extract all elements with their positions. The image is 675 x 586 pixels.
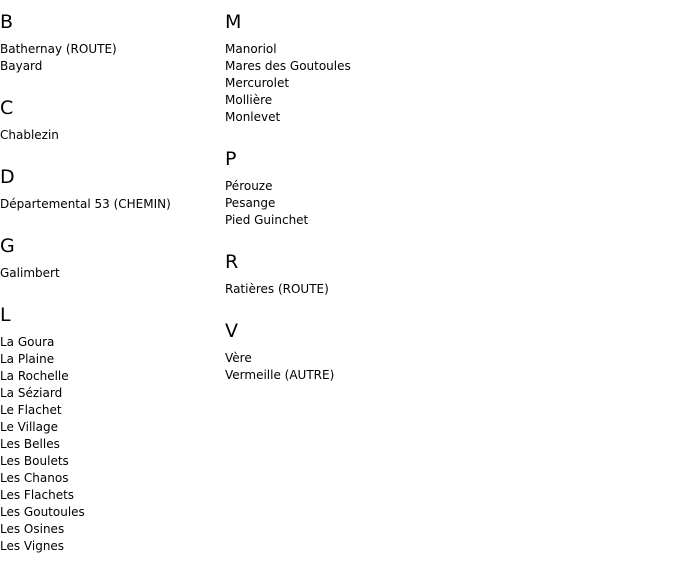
letter-group-g [0, 235, 220, 282]
street-name[interactable]: Les Chanos [0, 471, 69, 485]
street-name[interactable]: Les Boulets [0, 454, 69, 468]
letter-group-d [0, 166, 220, 213]
street-name[interactable]: Départemental 53 (CHEMIN) [0, 197, 171, 211]
letter-group-l [0, 304, 220, 555]
street-list [0, 127, 220, 144]
street-name[interactable]: Les Belles [0, 437, 60, 451]
street-name[interactable]: Manoriol [225, 42, 277, 56]
street-name[interactable]: Pérouze [225, 179, 273, 193]
street-name[interactable]: Les Osines [0, 522, 65, 536]
letter-group-p [225, 148, 445, 229]
street-name[interactable]: Bathernay (ROUTE) [0, 42, 117, 56]
street-list [225, 350, 445, 384]
street-name[interactable]: Vermeille (AUTRE) [225, 368, 335, 382]
street-index-column-left [0, 11, 220, 555]
street-index-column-right [225, 11, 445, 384]
street-name[interactable]: Pied Guinchet [225, 213, 309, 227]
street-name[interactable]: La Séziard [0, 386, 63, 400]
letter-group-b [0, 11, 220, 75]
letter-heading: M [225, 11, 242, 33]
street-name[interactable]: Les Goutoules [0, 505, 85, 519]
street-name[interactable]: Vère [225, 351, 252, 365]
letter-group-m [225, 11, 445, 126]
street-name[interactable]: Ratières (ROUTE) [225, 282, 329, 296]
letter-heading: B [0, 11, 14, 33]
street-list [0, 334, 220, 555]
letter-heading: P [225, 148, 237, 170]
letter-heading: L [0, 304, 11, 326]
letter-group-c [0, 97, 220, 144]
street-list [225, 178, 445, 229]
street-name[interactable]: La Goura [0, 335, 55, 349]
street-name[interactable]: Mares des Goutoules [225, 59, 351, 73]
street-list [0, 265, 220, 282]
street-name[interactable]: Le Village [0, 420, 58, 434]
street-list [0, 41, 220, 75]
street-list [225, 41, 445, 126]
street-name[interactable]: Galimbert [0, 266, 60, 280]
street-name[interactable]: Chablezin [0, 128, 59, 142]
street-name[interactable]: Pesange [225, 196, 276, 210]
street-name[interactable]: Les Flachets [0, 488, 75, 502]
street-list [0, 196, 220, 213]
street-name[interactable]: Les Vignes [0, 539, 65, 553]
street-name[interactable]: Bayard [0, 59, 43, 73]
street-name[interactable]: Mercurolet [225, 76, 290, 90]
letter-heading: D [0, 166, 15, 188]
letter-heading: R [225, 251, 239, 273]
letter-group-v [225, 320, 445, 384]
letter-heading: G [0, 235, 15, 257]
letter-heading: C [0, 97, 14, 119]
street-name[interactable]: Le Flachet [0, 403, 62, 417]
street-list [225, 281, 445, 298]
letter-group-r [225, 251, 445, 298]
street-name[interactable]: La Rochelle [0, 369, 69, 383]
street-name[interactable]: Mollière [225, 93, 273, 107]
street-name[interactable]: La Plaine [0, 352, 55, 366]
letter-heading: V [225, 320, 238, 342]
street-name[interactable]: Monlevet [225, 110, 281, 124]
